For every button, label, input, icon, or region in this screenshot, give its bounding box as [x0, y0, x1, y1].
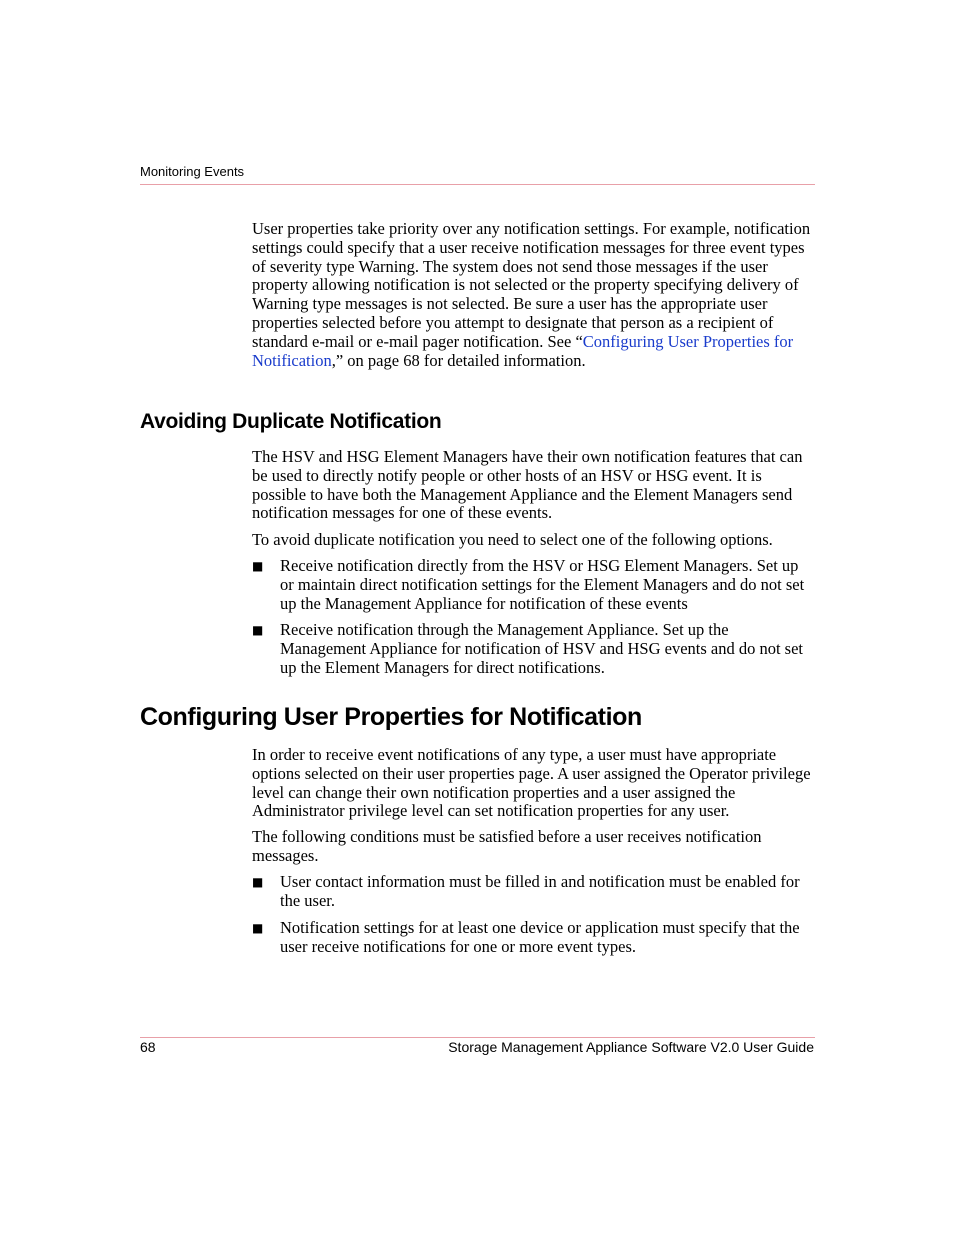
- configuring-paragraph-2: [252, 828, 814, 866]
- bullet-square-icon: ■: [252, 623, 264, 637]
- intro-paragraph: [252, 220, 814, 370]
- configuring-paragraph-2-text: The following conditions must be satisfied before a user receives notification messages.: [252, 827, 762, 865]
- duplicate-paragraph-1: [252, 448, 814, 523]
- duplicate-paragraph-1-text: The HSV and HSG Element Managers have their own notification features that can be used to directly notify people or other hosts of an HSV or HSG event. It is possible to have both the Management Appliance and the Element Managers send notification messages for one of these events.: [252, 447, 803, 523]
- list-item-text: User contact information must be filled in and notification must be enabled for the user.: [280, 872, 800, 910]
- list-item: [252, 919, 814, 957]
- list-item-text: Receive notification directly from the HSV or HSG Element Managers. Set up or maintain direct notification settings for the Element Managers and do not set up the Management Appliance for notification of these events: [280, 556, 805, 613]
- configuring-user-properties-link[interactable]: Configuring User Properties for Notification: [252, 331, 794, 370]
- list-item: [252, 557, 814, 613]
- duplicate-paragraph-2-text: To avoid duplicate notification you need to select one of the following options.: [252, 530, 773, 549]
- duplicate-paragraph-2: [252, 531, 814, 550]
- bullet-square-icon: ■: [252, 921, 264, 935]
- bullet-square-icon: ■: [252, 559, 264, 573]
- configuring-paragraph-1: [252, 746, 814, 821]
- running-header: Monitoring Events: [140, 164, 245, 179]
- bullet-square-icon: ■: [252, 875, 264, 889]
- intro-text-after-link: ,” on page 68 for detailed information.: [331, 350, 586, 370]
- list-item-text: Notification settings for at least one device or application must specify that the user receive notifications for one or more event types.: [280, 918, 800, 956]
- footer-rule: [140, 1037, 815, 1038]
- list-item: [252, 873, 814, 911]
- list-item: [252, 621, 814, 677]
- header-rule: [140, 184, 815, 185]
- book-title: Storage Management Appliance Software V2.0 User Guide: [448, 1039, 814, 1055]
- page-number: 68: [140, 1039, 156, 1055]
- list-item-text: Receive notification through the Management Appliance. Set up the Management Appliance for notification of HSV and HSG events and do not set up the Element Managers for direct notifications.: [280, 620, 804, 677]
- section-heading-avoiding-duplicate: Avoiding Duplicate Notification: [140, 410, 442, 433]
- section-heading-configuring: Configuring User Properties for Notification: [140, 703, 642, 731]
- configuring-paragraph-1-text: In order to receive event notifications of any type, a user must have appropriate options selected on their user properties page. A user assigned the Operator privilege level can change their own notification properties and a user assigned the Administrator privilege level can set notification properties for any user.: [252, 745, 811, 821]
- intro-text-before-link: User properties take priority over any notification settings. For example, notification settings could specify that a user receive notification messages for three event types of severity type Warning. The system does not send those messages if the user property allowing notification is not selected or the property specifying delivery of Warning type messages is not selected. Be sure a user has the appropriate user properties selected before you attempt to designate that person as a recipient of standard e-mail or e-mail pager notification. See “: [252, 219, 811, 351]
